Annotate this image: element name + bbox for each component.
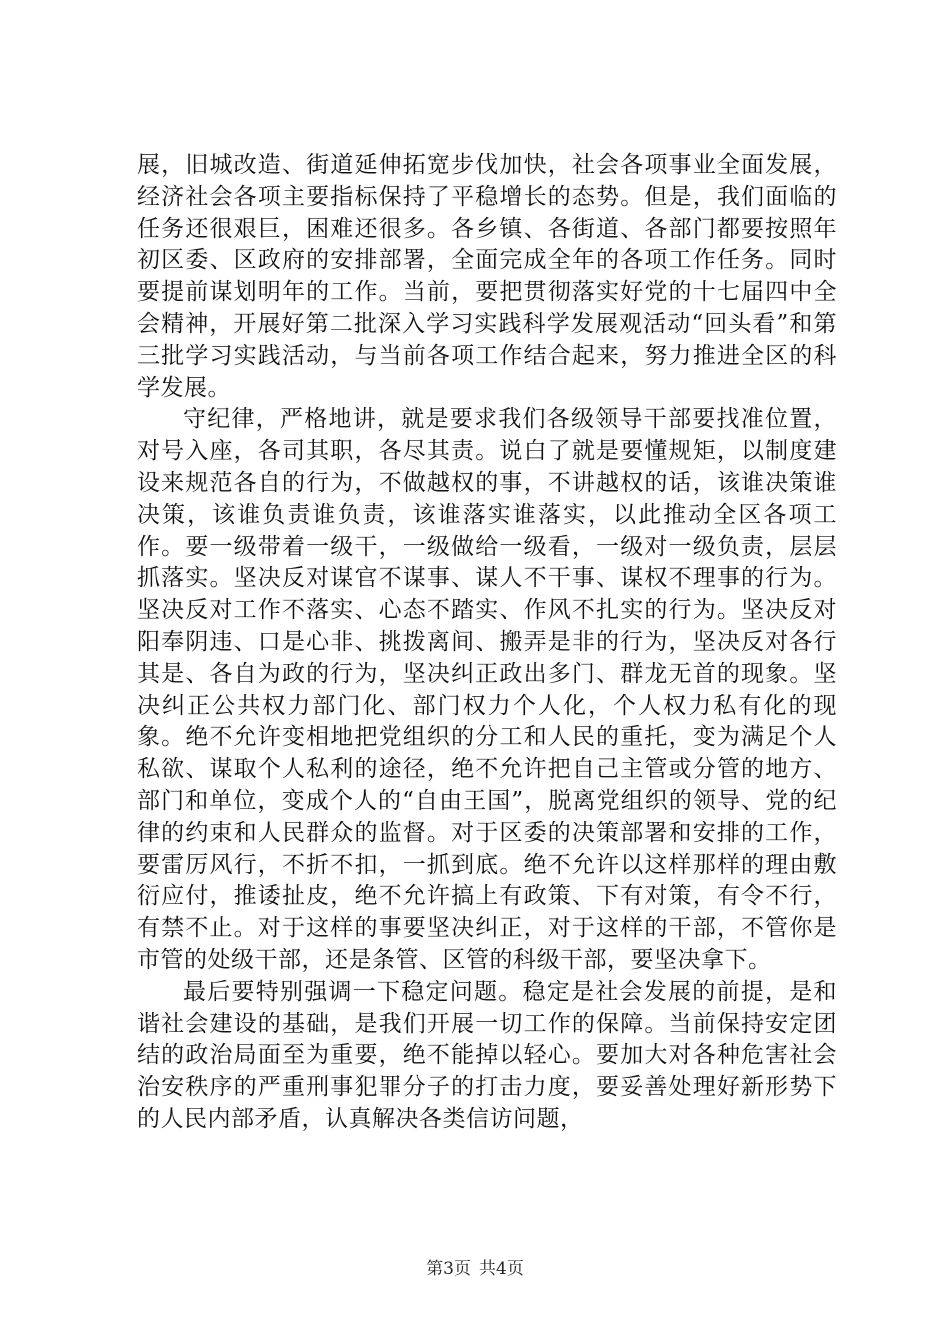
document-body <box>137 150 837 1136</box>
paragraph-discipline: 守纪律，严格地讲，就是要求我们各级领导干部要找准位置，对号入座，各司其职，各尽其责。说白了就是要懂规矩，以制度建设来规范各自的行为，不做越权的事，不讲越权的话，该谁决策谁决策，该谁负责谁负责，该谁落实谁落实，以此推动全区各项工作。要一级带着一级干，一级做给一级看，一级对一级负责，层层抓落实。坚决反对谋官不谋事、谋人不干事、谋权不理事的行为。坚决反对工作不落实、心态不踏实、作风不扎实的行为。坚决反对阳奉阴违、口是心非、挑拨离间、搬弄是非的行为，坚决反对各行其是、各自为政的行为，坚决纠正政出多门、群龙无首的现象。坚决纠正公共权力部门化、部门权力个人化，个人权力私有化的现象。绝不允许变相地把党组织的分工和人民的重托，变为满足个人私欲、谋取个人私利的途径，绝不允许把自己主管或分管的地方、部门和单位，变成个人的“自由王国”，脱离党组织的领导、党的纪律的约束和人民群众的监督。对于区委的决策部署和安排的工作，要雷厉风行，不折不扣，一抓到底。绝不允许以这样那样的理由敷衍应付，推诿扯皮，绝不允许搞上有政策、下有对策，有令不行，有禁不止。对于这样的事要坚决纠正，对于这样的干部，不管你是市管的处级干部，还是条管、区管的科级干部，要坚决拿下。 <box>137 406 837 973</box>
paragraph-stability: 最后要特别强调一下稳定问题。稳定是社会发展的前提，是和谐社会建设的基础，是我们开展一切工作的保障。当前保持安定团结的政治局面至为重要，绝不能掉以轻心。要加大对各种危害社会治安秩序的严重刑事犯罪分子的打击力度，要妥善处理好新形势下的人民内部矛盾，认真解决各类信访问题， <box>137 978 837 1132</box>
page-number-total: 共4页 <box>479 1259 524 1279</box>
page-footer <box>0 1254 950 1279</box>
paragraph-continued: 展，旧城改造、街道延伸拓宽步伐加快，社会各项事业全面发展，经济社会各项主要指标保持了平稳增长的态势。但是，我们面临的任务还很艰巨，困难还很多。各乡镇、各街道、各部门都要按照年初区委、区政府的安排部署，全面完成全年的各项工作任务。同时要提前谋划明年的工作。当前，要把贯彻落实好党的十七届四中全会精神，开展好第二批深入学习实践科学发展观活动“回头看”和第三批学习实践活动，与当前各项工作结合起来，努力推进全区的科学发展。 <box>137 152 837 401</box>
page-number-current: 第3页 <box>426 1259 471 1279</box>
